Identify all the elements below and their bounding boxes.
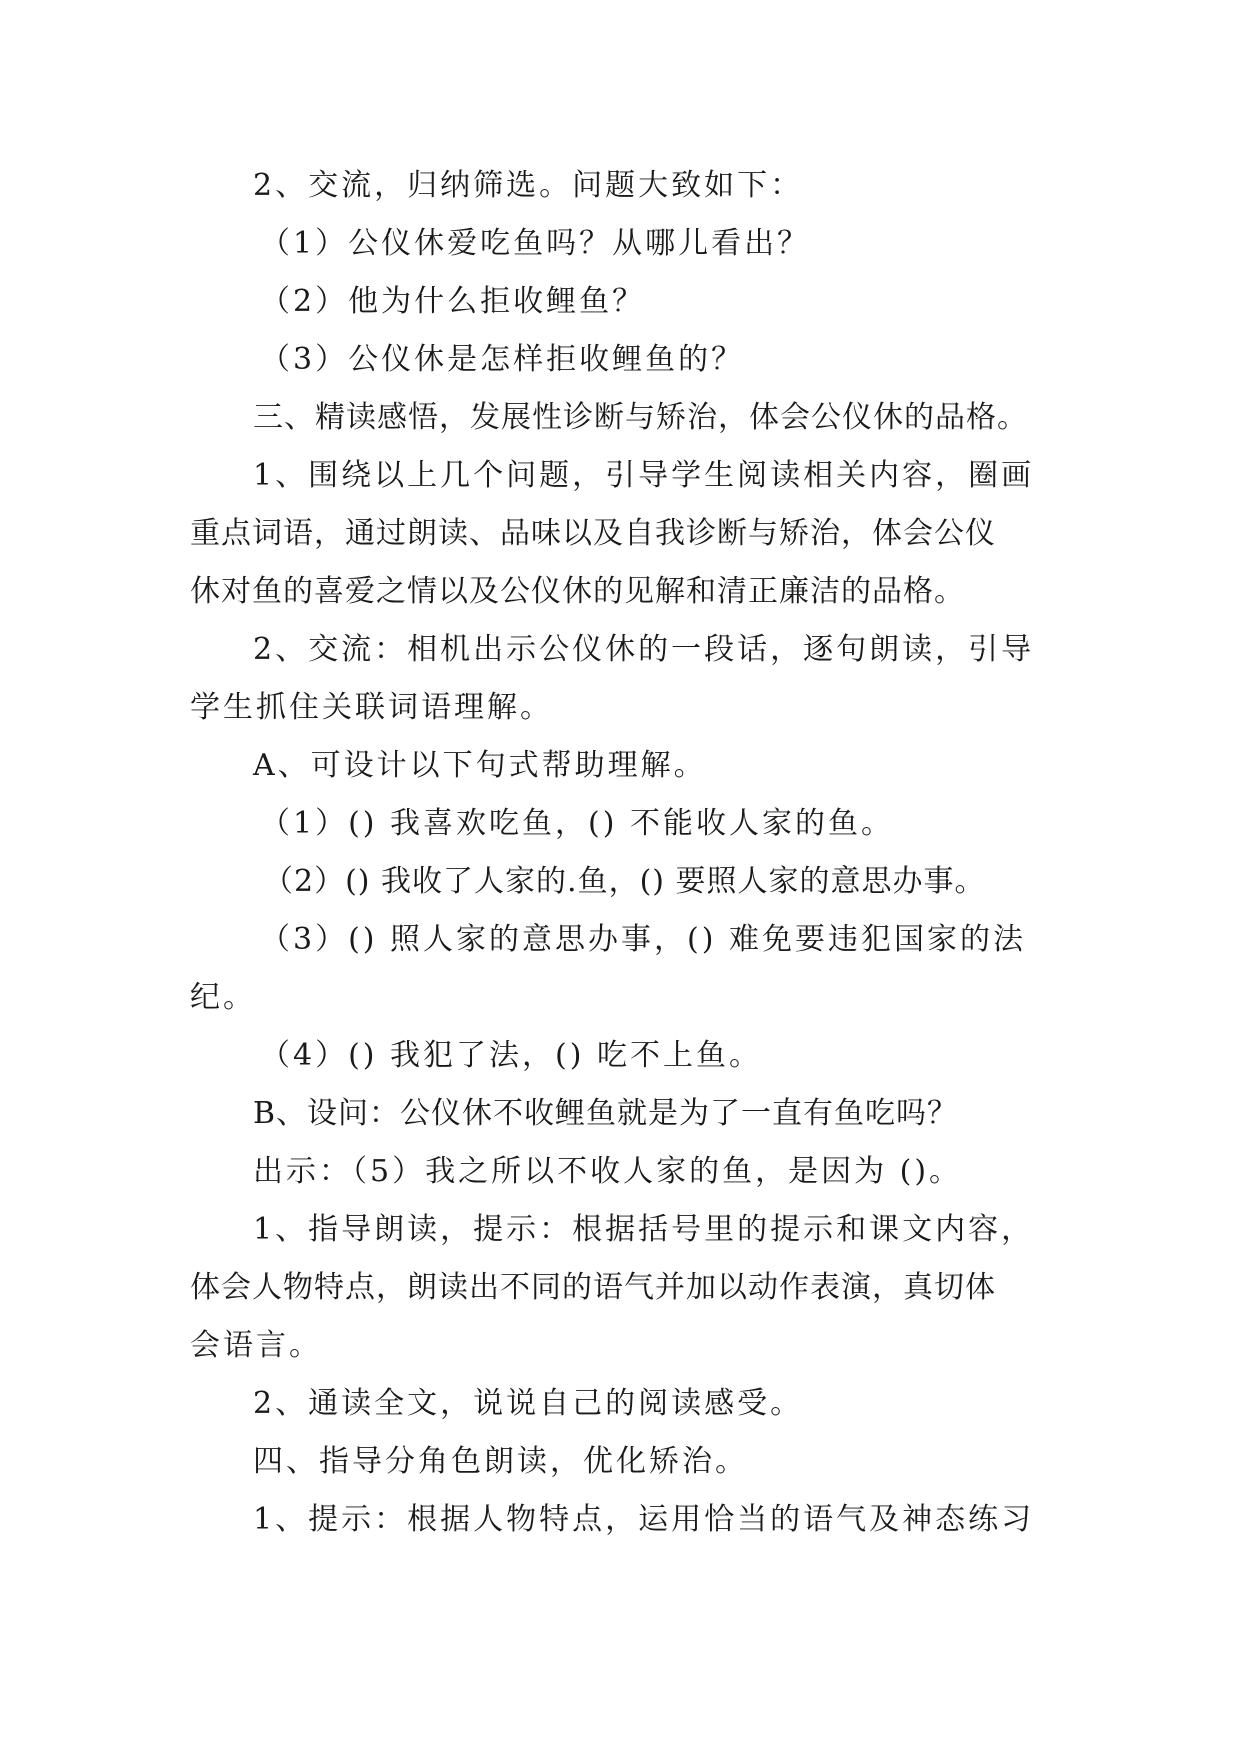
text-line: 2、交流，归纳筛选。问题大致如下：	[253, 168, 804, 203]
text-line: 四、指导分角色朗读，优化矫治。	[253, 1444, 748, 1479]
text-line: 1、围绕以上几个问题，引导学生阅读相关内容，圈画	[253, 458, 1035, 493]
text-line: 2、通读全文，说说自己的阅读感受。	[253, 1386, 804, 1421]
text-line: （1）公仪休爱吃鱼吗？从哪儿看出？	[260, 226, 811, 261]
text-line: （1）() 我喜欢吃鱼，() 不能收人家的鱼。	[260, 806, 894, 841]
text-line: 三、精读感悟，发展性诊断与矫治，体会公仪休的品格。	[253, 400, 1028, 435]
text-line: 出示：（5）我之所以不收人家的鱼，是因为 ()。	[253, 1154, 963, 1189]
text-line: （2）() 我收了人家的.鱼，() 要照人家的意思办事。	[263, 864, 986, 899]
text-line: 纪。	[190, 980, 256, 1015]
text-line: （3）公仪休是怎样拒收鲤鱼的？	[260, 342, 745, 377]
text-line: （3）() 照人家的意思办事，() 难免要违犯国家的法	[260, 922, 1026, 957]
text-line: 重点词语，通过朗读、品味以及自我诊断与矫治，体会公仪	[190, 516, 996, 551]
text-line: 2、交流：相机出示公仪休的一段话，逐句朗读，引导	[253, 632, 1035, 667]
text-line: （2）他为什么拒收鲤鱼？	[260, 284, 646, 319]
text-line: 体会人物特点，朗读出不同的语气并加以动作表演，真切体	[190, 1270, 996, 1305]
text-line: B、设问：公仪休不收鲤鱼就是为了一直有鱼吃吗？	[253, 1096, 959, 1131]
text-line: 学生抓住关联词语理解。	[190, 690, 553, 725]
text-line: 休对鱼的喜爱之情以及公仪休的见解和清正廉洁的品格。	[190, 574, 965, 609]
text-line: 1、提示：根据人物特点，运用恰当的语气及神态练习	[253, 1502, 1035, 1537]
text-line: 会语言。	[190, 1328, 322, 1363]
text-line: （4）() 我犯了法，() 吃不上鱼。	[260, 1038, 762, 1073]
text-line: A、可设计以下句式帮助理解。	[253, 748, 707, 783]
text-line: 1、指导朗读，提示：根据括号里的提示和课文内容，	[253, 1212, 1035, 1247]
